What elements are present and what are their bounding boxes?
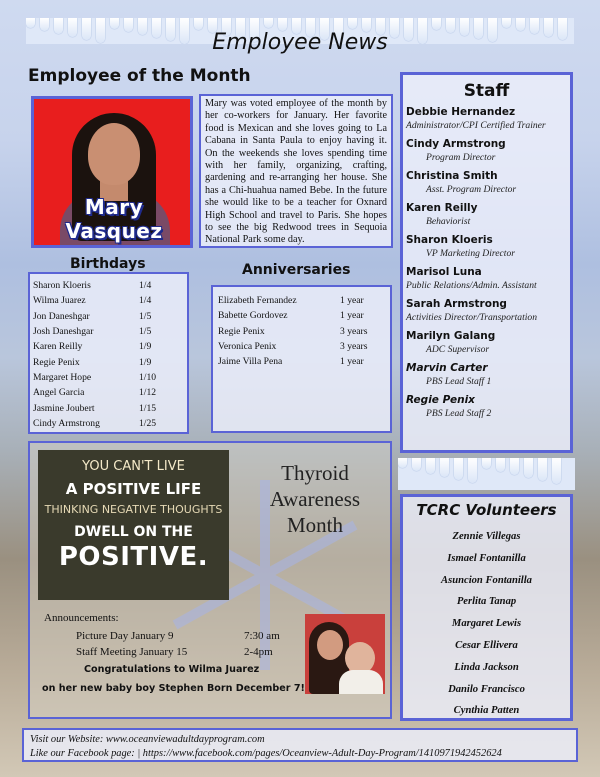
- icicle: [348, 18, 357, 29]
- anniversary-years: 3 years: [340, 341, 368, 353]
- anniversary-name: Veronica Penix: [218, 341, 277, 353]
- anniversary-row: [218, 308, 383, 323]
- staff-name: Karen Reilly: [406, 202, 478, 214]
- staff-name: Regie Penix: [406, 394, 475, 406]
- employee-of-month-heading: Employee of the Month: [28, 66, 251, 86]
- footer: [22, 728, 578, 762]
- staff-name: Marvin Carter: [406, 362, 488, 374]
- staff-name: Debbie Hernandez: [406, 106, 516, 118]
- birthday-row: [33, 370, 183, 385]
- staff-member: [403, 105, 570, 137]
- icicle: [510, 458, 519, 475]
- birthday-name: Angel Garcia: [33, 387, 85, 399]
- icicle: [440, 458, 449, 477]
- icicle: [496, 458, 505, 472]
- birthdays-box: [28, 272, 189, 434]
- staff-name: Cindy Armstrong: [406, 138, 506, 150]
- volunteer-name: Linda Jackson: [454, 661, 519, 673]
- staff-name: Sarah Armstrong: [406, 298, 507, 310]
- birthday-name: Wilma Juarez: [33, 295, 86, 307]
- employee-photo: [31, 96, 193, 248]
- birthday-row: [33, 293, 183, 308]
- staff-role: Public Relations/Admin. Assistant: [406, 280, 537, 291]
- icicle: [502, 18, 511, 28]
- staff-name: Sharon Kloeris: [406, 234, 493, 246]
- staff-role: PBS Lead Staff 1: [426, 376, 492, 387]
- birthday-name: Jon Daneshgar: [33, 310, 90, 322]
- birthday-date: 1/4: [139, 280, 152, 292]
- congrats-line-2: on her new baby boy Stephen Born December 7!: [42, 683, 305, 694]
- volunteer-name: Danilo Francisco: [448, 683, 525, 695]
- volunteers-heading: TCRC Volunteers: [416, 501, 557, 519]
- staff-role: ADC Supervisor: [426, 344, 490, 355]
- birthday-name: Cindy Armstrong: [33, 417, 100, 429]
- birthday-name: Jasmine Joubert: [33, 402, 95, 414]
- icicle: [432, 18, 441, 30]
- volunteer-name: Perlita Tanap: [456, 596, 517, 608]
- anniversary-name: Regie Penix: [218, 325, 265, 337]
- staff-box: [400, 72, 573, 453]
- thyroid-awareness-title: [240, 460, 390, 538]
- staff-name: Marisol Luna: [406, 266, 482, 278]
- birthday-date: 1/5: [139, 310, 152, 322]
- icicle: [264, 18, 273, 28]
- anniversary-row: [218, 354, 383, 369]
- icicle-banner-staff: [398, 458, 575, 490]
- anniversaries-box: [211, 285, 392, 433]
- anniversary-years: 1 year: [340, 295, 364, 307]
- staff-heading: Staff: [463, 81, 510, 101]
- birthday-name: Regie Penix: [33, 356, 80, 368]
- birthday-name: Sharon Kloeris: [33, 280, 91, 292]
- photo-person-face: [88, 123, 140, 185]
- birthday-row: [33, 400, 183, 415]
- quote-line-2: A POSITIVE LIFE: [65, 480, 202, 498]
- announcement-time: 2-4pm: [244, 646, 273, 658]
- anniversary-name: Jaime Villa Pena: [218, 356, 283, 368]
- birthday-date: 1/9: [139, 356, 152, 368]
- birthday-row: [33, 324, 183, 339]
- birthday-date: 1/12: [139, 387, 157, 399]
- quote-line-1: YOU CAN'T LIVE: [82, 459, 185, 474]
- birthdays-table: [33, 278, 183, 431]
- icicle: [194, 18, 203, 30]
- anniversary-row: [218, 339, 383, 354]
- positive-quote-image: [38, 450, 229, 600]
- awareness-line-2: Awareness: [269, 487, 361, 511]
- birthday-row: [33, 416, 183, 431]
- staff-member: [403, 393, 570, 425]
- staff-member: [403, 137, 570, 169]
- baby-photo: [305, 614, 385, 694]
- facebook-link[interactable]: Like our Facebook page: | https://www.facebook.com/pages/Oceanview-Adult-Day-Program/1410971942452624: [30, 748, 502, 759]
- volunteers-box: [400, 494, 573, 721]
- birthday-name: Margaret Hope: [33, 371, 92, 383]
- awareness-line-1: Thyroid: [281, 461, 349, 485]
- icicle: [468, 458, 477, 483]
- birthday-date: 1/9: [139, 341, 152, 353]
- birthday-date: 1/5: [139, 326, 152, 338]
- staff-member: [403, 169, 570, 201]
- staff-member: [403, 201, 570, 233]
- page-title: Employee News: [212, 30, 388, 55]
- birthday-name: Josh Daneshgar: [33, 326, 94, 338]
- birthdays-heading: Birthdays: [70, 256, 146, 272]
- birthday-date: 1/15: [139, 402, 157, 414]
- staff-role: Behaviorist: [426, 216, 471, 227]
- staff-role: Program Director: [426, 152, 496, 163]
- icicle: [26, 18, 35, 28]
- employee-description: Mary was voted employee of the month by her co-workers for January. Her favorite food is Mexican and she loves going to La Cabana in Santa Paula to enjoy having it. On the weekends she loves spending time with her family, organizing, crafting, gardening and re-arranging her house. She has a Chi-huahua named Bebe. In the future she would like to be a teacher for Oxnard High School and travel to Paris. She hopes to see the big Redwood trees in Sequoia National Park some day.: [199, 94, 393, 248]
- volunteer-name: Cesar Ellivera: [455, 639, 518, 651]
- staff-member: [403, 233, 570, 265]
- birthday-row: [33, 385, 183, 400]
- volunteers-list: [403, 526, 570, 722]
- anniversaries-heading: Anniversaries: [242, 262, 351, 278]
- anniversary-years: 1 year: [340, 356, 364, 368]
- staff-name: Marilyn Galang: [406, 330, 496, 342]
- anniversary-years: 1 year: [340, 310, 364, 322]
- staff-role: Administrator/CPI Certified Trainer: [406, 120, 546, 131]
- congrats-line-1: Congratulations to Wilma Juarez: [84, 664, 260, 675]
- quote-line-3: THINKING NEGATIVE THOUGHTS: [44, 503, 223, 516]
- announcements-label: Announcements:: [44, 612, 119, 624]
- birthday-row: [33, 278, 183, 293]
- icicle: [426, 458, 435, 474]
- awareness-line-3: Month: [286, 513, 343, 537]
- icicle: [552, 458, 561, 484]
- volunteer-name: Asuncion Fontanilla: [441, 574, 532, 586]
- birthday-row: [33, 339, 183, 354]
- baby-photo-mother-face: [317, 630, 343, 660]
- icicle: [454, 458, 463, 480]
- anniversary-name: Elizabeth Fernandez: [218, 295, 297, 307]
- staff-member: [403, 361, 570, 393]
- birthday-name: Karen Reilly: [33, 341, 83, 353]
- icicle: [524, 458, 533, 478]
- birthday-date: 1/4: [139, 295, 152, 307]
- anniversaries-table: [218, 293, 383, 369]
- volunteer-name: Zennie Villegas: [452, 531, 521, 542]
- anniversary-years: 3 years: [340, 325, 368, 337]
- volunteer-name: Ismael Fontanilla: [447, 552, 526, 564]
- birthday-row: [33, 354, 183, 369]
- volunteer-name: Cynthia Patten: [453, 705, 520, 717]
- quote-line-4: DWELL ON THE: [74, 524, 193, 540]
- employee-name-banner: Mary Vasquez: [65, 195, 163, 243]
- quote-line-5: POSITIVE.: [58, 542, 209, 572]
- staff-list: [403, 105, 570, 425]
- volunteer-name: Margaret Lewis: [451, 618, 522, 630]
- staff-member: [403, 297, 570, 329]
- birthday-date: 1/25: [139, 417, 157, 429]
- staff-role: Asst. Program Director: [426, 184, 517, 195]
- announcement-event: Picture Day January 9: [76, 630, 174, 642]
- icicle: [110, 18, 119, 29]
- staff-role: PBS Lead Staff 2: [426, 408, 492, 419]
- staff-member: [403, 265, 570, 297]
- icicle: [398, 458, 407, 468]
- anniversary-name: Babette Gordovez: [218, 310, 288, 322]
- birthday-row: [33, 309, 183, 324]
- anniversary-row: [218, 293, 383, 308]
- announcement-event: Staff Meeting January 15: [76, 646, 188, 658]
- icicle: [482, 458, 491, 469]
- anniversary-row: [218, 324, 383, 339]
- icicle: [538, 458, 547, 481]
- staff-role: VP Marketing Director: [426, 248, 515, 259]
- staff-member: [403, 329, 570, 361]
- birthday-date: 1/10: [139, 371, 157, 383]
- baby-photo-baby-body: [339, 670, 383, 694]
- staff-name: Christina Smith: [406, 170, 498, 182]
- website-link[interactable]: Visit our Website: www.oceanviewadultdayprogram.com: [30, 734, 265, 745]
- announcement-time: 7:30 am: [244, 630, 280, 642]
- icicle: [412, 458, 421, 471]
- staff-role: Activities Director/Transportation: [406, 312, 538, 323]
